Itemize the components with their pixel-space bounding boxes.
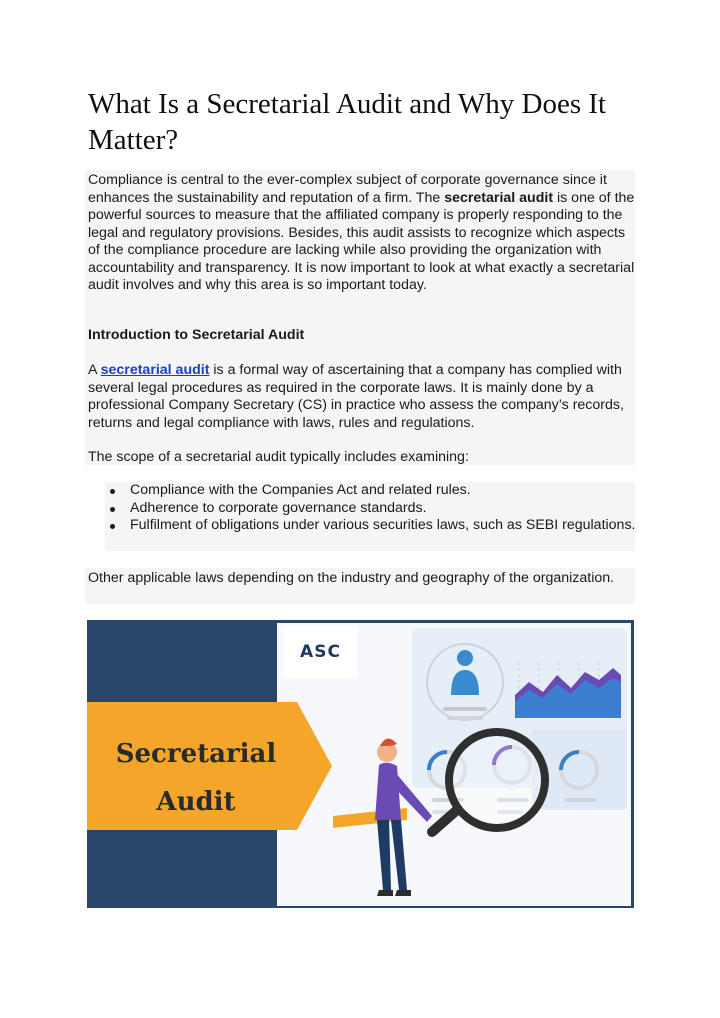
list-item: Adherence to corporate governance standards. [108, 500, 636, 518]
magnifier-lens [449, 732, 545, 828]
profile-line [443, 707, 487, 711]
other-laws-paragraph: Other applicable laws depending on the industry and geography of the organization. [88, 570, 615, 586]
profile-head [457, 650, 473, 666]
section-heading: Introduction to Secretarial Audit [88, 327, 305, 343]
secretarial-audit-bold: secretarial audit [444, 189, 554, 206]
list-item: Compliance with the Companies Act and related rules. [108, 482, 636, 500]
profile-line [447, 716, 483, 720]
secretarial-audit-link[interactable]: secretarial audit [100, 362, 210, 378]
scope-intro: The scope of a secretarial audit typically includes examining: [88, 449, 469, 465]
intro-paragraph: Compliance is central to the ever-complex subject of corporate governance since it enhances the sustainability and reputation of a firm. The secretarial audit is one of the powerful sources to measure that the affiliated company is properly responding to the legal and regulatory provisions. Besides, this audit assists to recognize which aspects of the compliance procedure are lacking while also providing the organization with accountability and transparency. It is now important to look at what exactly a secretarial audit involves and why this area is so important today. [88, 172, 635, 293]
page-title: What Is a Secretarial Audit and Why Does It Matter? [88, 88, 607, 156]
scope-list [108, 482, 636, 535]
definition-paragraph: A secretarial audit is a formal way of ascertaining that a company has complied with several legal procedures as required in the corporate laws. It is mainly done by a professional Company Secretary (CS) in practice who assess the company’s records, returns and legal compliance with laws, rules and regulations. [88, 362, 624, 431]
secretarial-audit-illustration [87, 620, 634, 908]
list-item: Fulfilment of obligations under various securities laws, such as SEBI regulations. [108, 517, 636, 535]
asc-logo: ASC [284, 626, 357, 678]
illustration-label: Secretarial Audit [115, 739, 277, 817]
